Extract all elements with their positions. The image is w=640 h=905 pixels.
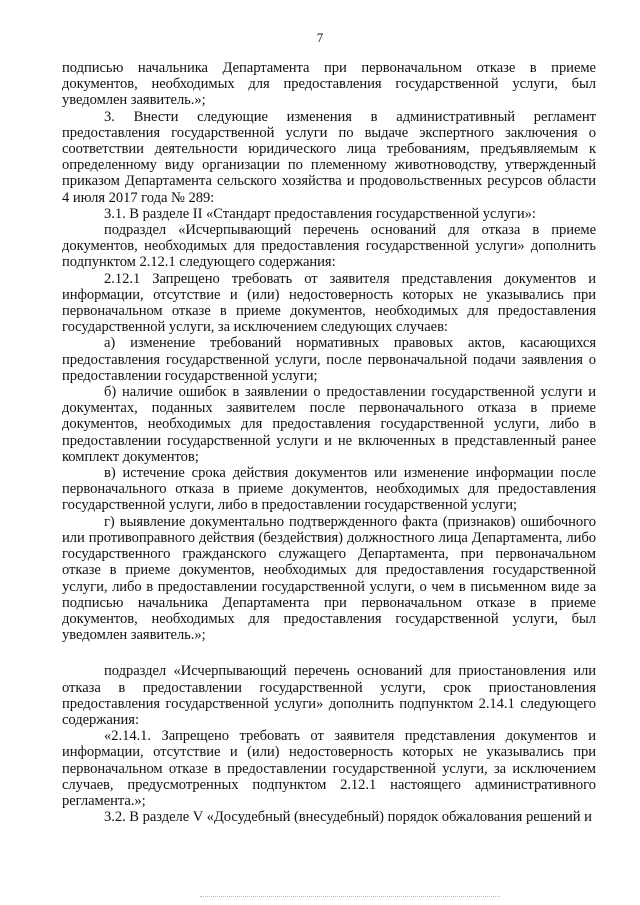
paragraph-subsection-2-14: подраздел «Исчерпывающий перечень оснований для приостановления или отказа в предоставлении государственной услуги, срок приостановления предоставления государственной услуги» дополнить подпунктом 2.14.1 следующего содержания:: [62, 663, 596, 728]
paragraph-2-14-1: «2.14.1. Запрещено требовать от заявителя представления документов и информации, отсутствие и (или) недостоверность которых не указывались при первоначальном отказе в предоставлении государственной услуги, за исключением случаев, предусмотренных подпунктом 2.12.1 настоящего административного регламента.»;: [62, 728, 596, 809]
page-number: 7: [316, 30, 324, 45]
paragraph-2-12-1: 2.12.1 Запрещено требовать от заявителя представления документов и информации, отсутствие и (или) недостоверность которых не указывались при первоначальном отказе в приеме документов, необходимых для предоставления государственной услуги, за исключением следующих случаев:: [62, 270, 596, 336]
document-body: [62, 60, 596, 825]
paragraph-case-b: б) наличие ошибок в заявлении о предоставлении государственной услуги и документах, поданных заявителем после первоначального отказа в приеме документов, необходимых для предоставления государственной услуги, либо в предоставлении государственной услуги и не включенных в представленный ранее комплект документов;: [62, 384, 596, 465]
paragraph-item-3-1: 3.1. В разделе II «Стандарт предоставления государственной услуги»:: [104, 205, 536, 222]
paragraph-item-3-2: 3.2. В разделе V «Досудебный (внесудебный) порядок обжалования решений и: [104, 809, 592, 826]
paragraph-item-3: 3. Внести следующие изменения в административный регламент предоставления государственной услуги по выдаче экспертного заключения о соответствии деятельности юридического лица требованиям, предъявляемым к определенному виду организации по племенному животноводству, утвержденный приказом Департамента сельского хозяйства и продовольственных ресурсов области 4 июля 2017 года № 289:: [62, 108, 596, 206]
paragraph-subsection-2-12: подраздел «Исчерпывающий перечень оснований для отказа в приеме документов, необходимых для предоставления государственной услуги» дополнить подпунктом 2.12.1 следующего содержания:: [62, 222, 596, 271]
paragraph-case-v: в) истечение срока действия документов или изменение информации после первоначального отказа в приеме документов, необходимых для предоставления государственной услуги, либо в предоставлении государственной услуги;: [62, 465, 596, 514]
paragraph-case-a: а) изменение требований нормативных правовых актов, касающихся предоставления государственной услуги, после первоначальной подачи заявления о предоставлении государственной услуги;: [62, 335, 596, 384]
footer-divider: [200, 896, 500, 897]
paragraph-case-g: г) выявление документально подтвержденного факта (признаков) ошибочного или противоправного действия (бездействия) должностного лица Департамента, либо государственного гражданского служащего Департамента, при первоначальном отказе в приеме документов, необходимых для предоставления государственной услуги, либо в предоставлении государственной услуги, о чем в письменном виде за подписью начальника Департамента при первоначальном отказе в приеме документов, необходимых для предоставления государственной услуги, был уведомлен заявитель.»;: [62, 513, 596, 644]
paragraph-continuation: подписью начальника Департамента при первоначальном отказе в приеме документов, необходимых для предоставления государственной услуги, был уведомлен заявитель.»;: [62, 60, 596, 109]
